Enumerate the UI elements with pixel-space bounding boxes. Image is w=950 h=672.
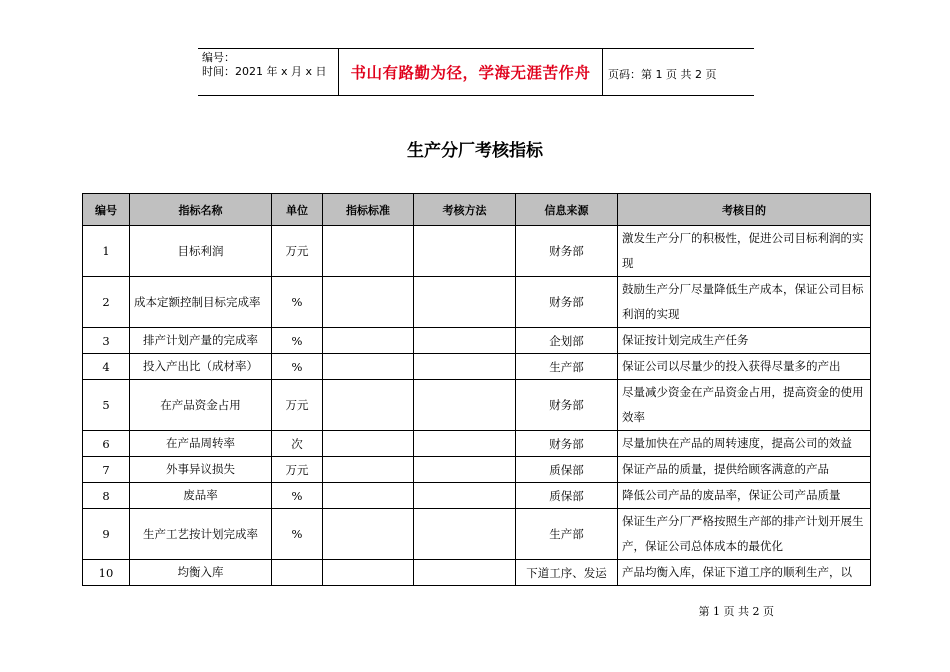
cell-name: 废品率 [130, 483, 272, 509]
cell-unit: 万元 [272, 226, 323, 277]
cell-standard [323, 354, 414, 380]
cell-unit: % [272, 509, 323, 560]
page-header [198, 48, 754, 96]
cell-no: 4 [83, 354, 130, 380]
table-row [83, 380, 871, 431]
cell-source: 财务部 [516, 226, 618, 277]
document-title: 生产分厂考核指标 [407, 141, 543, 161]
kpi-table [82, 193, 871, 586]
page-footer: 第 1 页 共 2 页 [698, 605, 774, 618]
cell-method [414, 560, 516, 586]
cell-method [414, 380, 516, 431]
col-header-method: 考核方法 [414, 194, 516, 226]
cell-name: 目标利润 [130, 226, 272, 277]
col-header-source: 信息来源 [516, 194, 618, 226]
cell-name: 在产品周转率 [130, 431, 272, 457]
cell-source: 财务部 [516, 431, 618, 457]
col-header-name: 指标名称 [130, 194, 272, 226]
cell-method [414, 457, 516, 483]
cell-name: 排产计划产量的完成率 [130, 328, 272, 354]
cell-method [414, 328, 516, 354]
cell-source: 财务部 [516, 277, 618, 328]
cell-unit: 次 [272, 431, 323, 457]
cell-purpose: 保证生产分厂严格按照生产部的排产计划开展生产，保证公司总体成本的最优化 [618, 509, 871, 560]
cell-standard [323, 483, 414, 509]
table-row [83, 457, 871, 483]
col-header-no: 编号 [83, 194, 130, 226]
col-header-purpose: 考核目的 [618, 194, 871, 226]
cell-standard [323, 328, 414, 354]
number-label: 编号： [202, 51, 235, 64]
col-header-standard: 指标标准 [323, 194, 414, 226]
cell-no: 8 [83, 483, 130, 509]
cell-standard [323, 560, 414, 586]
cell-method [414, 277, 516, 328]
cell-purpose: 尽量减少资金在产品资金占用，提高资金的使用效率 [618, 380, 871, 431]
table-row [83, 328, 871, 354]
cell-method [414, 431, 516, 457]
cell-purpose: 降低公司产品的废品率，保证公司产品质量 [618, 483, 871, 509]
cell-method [414, 226, 516, 277]
table-row [83, 354, 871, 380]
cell-purpose: 保证公司以尽量少的投入获得尽量多的产出 [618, 354, 871, 380]
table-row [83, 560, 871, 586]
cell-source: 下道工序、发运 [516, 560, 618, 586]
cell-unit: % [272, 277, 323, 328]
cell-unit: % [272, 483, 323, 509]
cell-no: 3 [83, 328, 130, 354]
cell-unit: % [272, 354, 323, 380]
cell-method [414, 483, 516, 509]
col-header-unit: 单位 [272, 194, 323, 226]
cell-no: 10 [83, 560, 130, 586]
cell-no: 6 [83, 431, 130, 457]
table-row [83, 277, 871, 328]
cell-unit: % [272, 328, 323, 354]
cell-name: 投入产出比（成材率） [130, 354, 272, 380]
cell-source: 生产部 [516, 509, 618, 560]
cell-no: 2 [83, 277, 130, 328]
cell-method [414, 354, 516, 380]
time-label: 时间：2021 年 x 月 x 日 [202, 65, 327, 78]
cell-standard [323, 509, 414, 560]
cell-unit: 万元 [272, 380, 323, 431]
cell-standard [323, 226, 414, 277]
cell-purpose: 产品均衡入库，保证下道工序的顺利生产，以 [618, 560, 871, 586]
table-row [83, 226, 871, 277]
cell-name: 生产工艺按计划完成率 [130, 509, 272, 560]
cell-standard [323, 380, 414, 431]
cell-purpose: 保证产品的质量，提供给顾客满意的产品 [618, 457, 871, 483]
table-header-row [83, 194, 871, 226]
cell-unit [272, 560, 323, 586]
cell-source: 质保部 [516, 483, 618, 509]
cell-purpose: 尽量加快在产品的周转速度，提高公司的效益 [618, 431, 871, 457]
header-info [202, 51, 327, 79]
cell-source: 企划部 [516, 328, 618, 354]
cell-purpose: 激发生产分厂的积极性，促进公司目标利润的实现 [618, 226, 871, 277]
cell-method [414, 509, 516, 560]
table-row [83, 483, 871, 509]
cell-name: 在产品资金占用 [130, 380, 272, 431]
cell-name: 成本定额控制目标完成率 [130, 277, 272, 328]
cell-source: 生产部 [516, 354, 618, 380]
cell-name: 外事异议损失 [130, 457, 272, 483]
motto: 书山有路勤为径，学海无涯苦作舟 [338, 49, 603, 95]
cell-no: 9 [83, 509, 130, 560]
table-row [83, 509, 871, 560]
cell-no: 5 [83, 380, 130, 431]
cell-purpose: 鼓励生产分厂尽量降低生产成本，保证公司目标利润的实现 [618, 277, 871, 328]
cell-name: 均衡入库 [130, 560, 272, 586]
cell-unit: 万元 [272, 457, 323, 483]
table-row [83, 431, 871, 457]
cell-standard [323, 431, 414, 457]
cell-standard [323, 457, 414, 483]
cell-source: 质保部 [516, 457, 618, 483]
cell-source: 财务部 [516, 380, 618, 431]
page-label: 页码：第 1 页 共 2 页 [608, 68, 717, 81]
cell-no: 1 [83, 226, 130, 277]
cell-purpose: 保证按计划完成生产任务 [618, 328, 871, 354]
cell-standard [323, 277, 414, 328]
cell-no: 7 [83, 457, 130, 483]
